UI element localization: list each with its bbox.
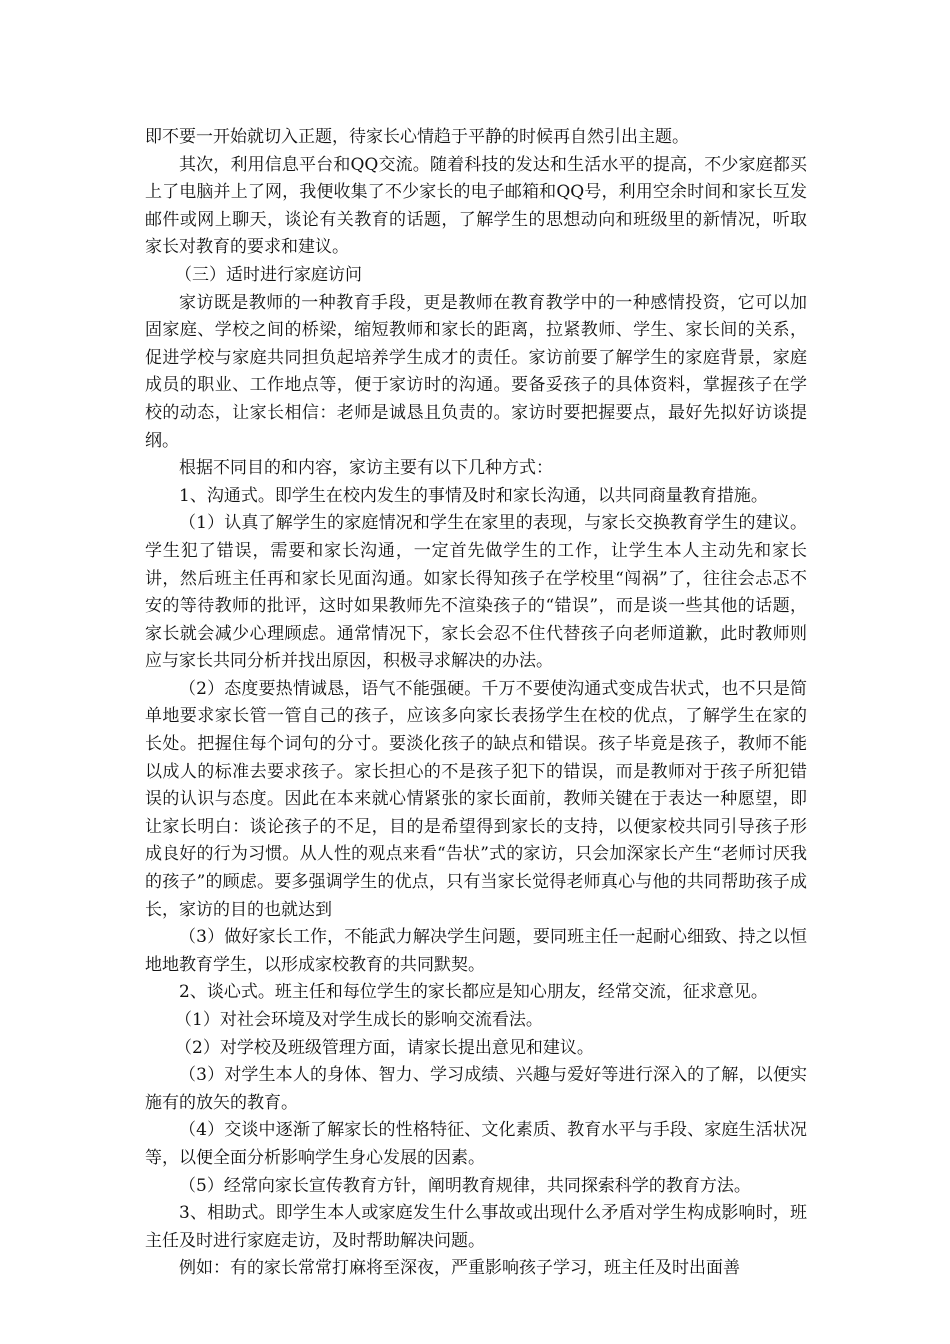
document-body	[145, 124, 807, 1283]
paragraph-heart-talk-item-1: （1）对社会环境及对学生成长的影响交流看法。	[175, 1010, 543, 1030]
paragraph-communication-item-3: （3）做好家长工作，不能武力解决学生问题，要同班主任一起耐心细致、持之以恒地地教育学生，以形成家校教育的共同默契。	[145, 927, 807, 975]
paragraph-heart-talk-item-2: （2）对学校及班级管理方面，请家长提出意见和建议。	[175, 1037, 594, 1058]
paragraph-communication-item-1: （1）认真了解学生的家庭情况和学生在家里的表现，与家长交换教育学生的建议。学生犯了错误，需要和家长沟通，一定首先做学生的工作，让学生本人主动先和家长讲，然后班主任再和家长见面沟通。如家长得知孩子在学校里“闯祸”了，往往会忐忑不安的等待教师的批评，这时如果教师先不渲染孩子的“错误”，而是谈一些其他的话题，家长就会减少心理顾虑。通常情况下，家长会忍不住代替孩子向老师道歉，此时教师则应与家长共同分析并找出原因，积极寻求解决的办法。	[145, 513, 807, 672]
paragraph-method-heart-talk: 2、谈心式。班主任和每位学生的家长都应是知心朋友，经常交流，征求意见。	[179, 982, 768, 1003]
paragraph-method-assistance: 3、相助式。即学生本人或家庭发生什么事故或出现什么矛盾对学生构成影响时，班主任及时进行家庭走访，及时帮助解决问题。	[145, 1203, 807, 1251]
section-heading-home-visit: （三）适时进行家庭访问	[175, 264, 362, 285]
paragraph-heart-talk-item-5: （5）经常向家长宣传教育方针，阐明教育规律，共同探索科学的教育方法。	[179, 1175, 751, 1196]
paragraph-method-communication: 1、沟通式。即学生在校内发生的事情及时和家长沟通，以共同商量教育措施。	[179, 485, 768, 506]
paragraph-home-visit-intro: 家访既是教师的一种教育手段，更是教师在教育教学中的一种感情投资，它可以加固家庭、学校之间的桥梁，缩短教师和家长的距离，拉紧教师、学生、家长间的关系，促进学校与家庭共同担负起培养学生成才的责任。家访前要了解学生的家庭背景，家庭成员的职业、工作地点等，便于家访时的沟通。要备妥孩子的具体资料，掌握孩子在学校的动态，让家长相信：老师是诚恳且负责的。家访时要把握要点，最好先拟好访谈提纲。	[145, 292, 807, 451]
paragraph-visit-methods: 根据不同目的和内容，家访主要有以下几种方式：	[179, 458, 553, 479]
paragraph-communication-item-2: （2）态度要热情诚恳，语气不能强硬。千万不要使沟通式变成告状式，也不只是简单地要求家长管一管自己的孩子，应该多向家长表扬学生在校的优点，了解学生在家的长处。把握住每个词句的分寸。要淡化孩子的缺点和错误。孩子毕竟是孩子，教师不能以成人的标准去要求孩子。家长担心的不是孩子犯下的错误，而是教师对于孩子所犯错误的认识与态度。因此在本来就心情紧张的家长面前，教师关键在于表达一种愿望，即让家长明白：谈论孩子的不足，目的是希望得到家长的支持，以便家校共同引导孩子形成良好的行为习惯。从人性的观点来看“告状”式的家访，只会加深家长产生“老师讨厌我的孩子”的顾虑。要多强调学生的优点，只有当家长觉得老师真心与他的共同帮助孩子成长，家访的目的也就达到	[145, 678, 807, 920]
paragraph-heart-talk-item-4: （4）交谈中逐渐了解家长的性格特征、文化素质、教育水平与手段、家庭生活状况等，以便全面分析影响学生身心发展的因素。	[145, 1120, 807, 1168]
paragraph-heart-talk-item-3: （3）对学生本人的身体、智力、学习成绩、兴趣与爱好等进行深入的了解，以便实施有的放矢的教育。	[145, 1065, 807, 1113]
paragraph-qq-communication: 其次，利用信息平台和QQ交流。随着科技的发达和生活水平的提高，不少家庭都买上了电脑并上了网，我便收集了不少家长的电子邮箱和QQ号，利用空余时间和家长互发邮件或网上聊天，谈论有关教育的话题，了解学生的思想动向和班级里的新情况，听取家长对教育的要求和建议。	[145, 154, 807, 258]
paragraph-example: 例如：有的家长常常打麻将至深夜，严重影响孩子学习，班主任及时出面善	[179, 1258, 740, 1279]
paragraph-continuation: 即不要一开始就切入正题，待家长心情趋于平静的时候再自然引出主题。	[145, 127, 689, 147]
